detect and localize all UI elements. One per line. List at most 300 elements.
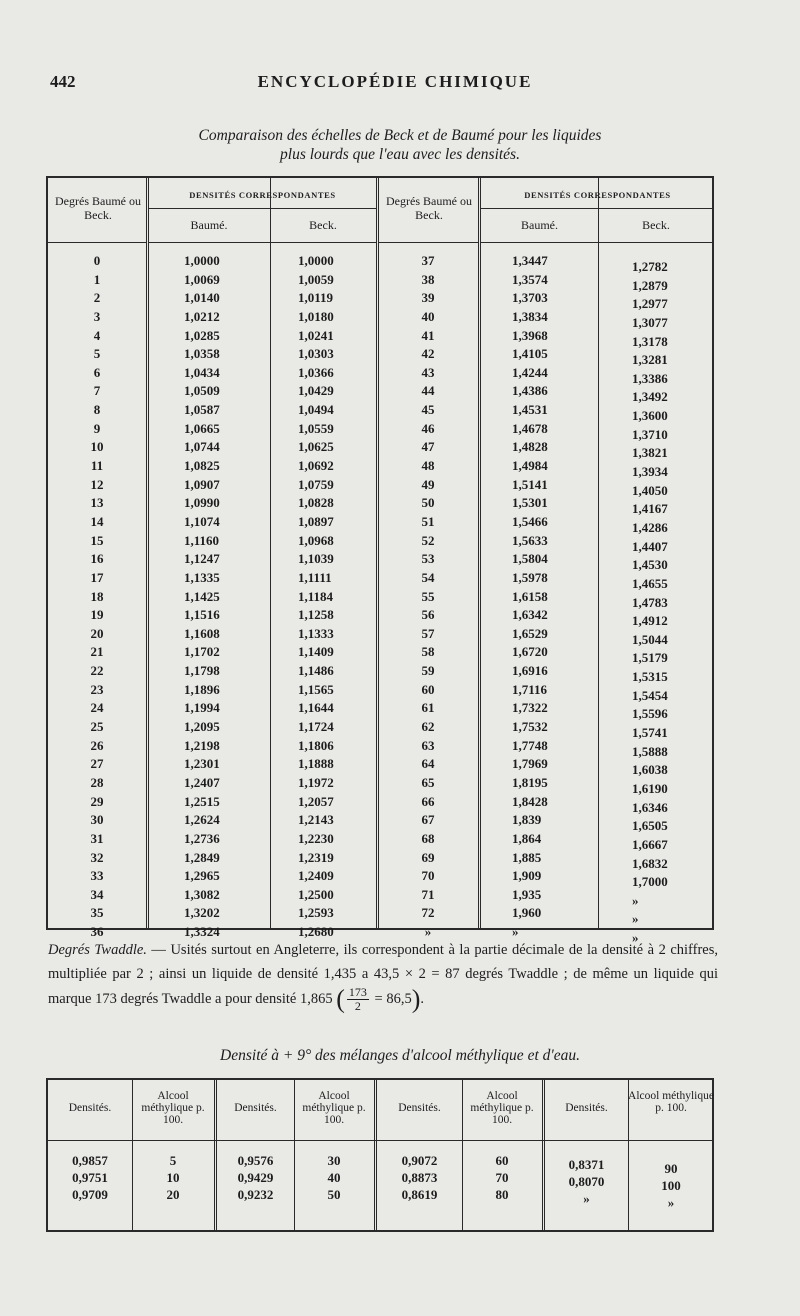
table-cell: 1,5179 [632, 650, 668, 666]
table-cell: 48 [421, 458, 435, 474]
table-cell: 1,7322 [512, 700, 548, 716]
table-cell: 1,3492 [632, 389, 668, 405]
table-cell: 55 [421, 588, 435, 604]
table-cell: 71 [421, 886, 435, 902]
table-cell: 1,2736 [184, 830, 220, 846]
table-cell: 1,1565 [298, 681, 334, 697]
table-cell: 3 [93, 308, 101, 324]
table-cell: 15 [90, 532, 104, 548]
table-cell: 1,4244 [512, 364, 548, 380]
table-cell: 1,0366 [298, 364, 334, 380]
table-cell: 1,6505 [632, 818, 668, 834]
table-cell: 37 [421, 253, 435, 268]
table-cell: 43 [421, 364, 435, 380]
table-cell: 7 [93, 383, 101, 399]
table-cell: 0,9709 [72, 1187, 108, 1202]
table-cell: 1,5466 [512, 513, 548, 529]
header-alcool: Alcool méthylique p. 100. [470, 1090, 534, 1126]
table-cell: 1,1184 [298, 588, 334, 604]
table-cell: 1,3574 [512, 271, 548, 287]
table-cell: 32 [90, 849, 104, 865]
column-divider [598, 178, 599, 928]
table-cell: 13 [90, 495, 104, 511]
table-cell: 5 [169, 1153, 177, 1168]
table-cell: » [512, 924, 519, 940]
table-cell: 5 [93, 346, 101, 362]
table-cell: 1,0180 [298, 308, 334, 324]
table-cell: 1,3600 [632, 408, 668, 424]
table-cell: 50 [421, 495, 435, 511]
table-cell: 70 [495, 1170, 509, 1185]
table-cell: 1,7969 [512, 756, 548, 772]
table-cell: 1,0241 [298, 327, 334, 343]
table-cell: 1,3386 [632, 370, 668, 386]
table-cell: 22 [90, 663, 104, 679]
table-cell: » [632, 930, 639, 946]
table-cell: 63 [421, 737, 435, 753]
table-cell: 31 [90, 830, 104, 846]
table-cell: » [424, 924, 432, 940]
table-cell: 6 [93, 364, 101, 380]
table-cell: 100 [661, 1178, 681, 1193]
table-cell: 66 [421, 793, 435, 809]
table-cell: 40 [421, 308, 435, 324]
table-cell: 1,0119 [298, 290, 334, 306]
table-cell: 35 [90, 905, 104, 921]
table-cell: 1,2319 [298, 849, 334, 865]
table-cell: 1,1486 [298, 663, 334, 679]
table-cell: 39 [421, 290, 435, 306]
table-cell: 1,5301 [512, 495, 548, 511]
table-cell: 8 [93, 402, 101, 418]
table-cell: 1,2624 [184, 812, 220, 828]
table-cell: 50 [327, 1187, 341, 1202]
table-cell: 1,0665 [184, 420, 220, 436]
header-alcool: Alcool méthylique p. 100. [141, 1090, 205, 1126]
table-cell: 0,8619 [401, 1187, 438, 1202]
table-cell: 1,0000 [184, 253, 220, 268]
table-cell: 1,0825 [184, 458, 220, 474]
table-cell: 1,3968 [512, 327, 548, 343]
table-cell: 36 [90, 924, 104, 940]
table-cell: 1,2849 [184, 849, 220, 865]
baume-column-right [512, 252, 598, 942]
table-cell: 1,0744 [184, 439, 220, 455]
densites-column [545, 1156, 628, 1207]
table-cell: 1,7116 [512, 681, 548, 697]
table-cell: 19 [90, 607, 104, 623]
header-rule [149, 242, 376, 243]
column-divider [478, 178, 481, 928]
table-cell: 44 [421, 383, 435, 399]
table-cell: 57 [421, 625, 435, 641]
caption-line: Comparaison des échelles de Beck et de Baumé pour les liquides [198, 127, 602, 144]
table-cell: 1,4531 [512, 402, 548, 418]
table-cell: 1,885 [512, 849, 542, 865]
table-cell: 34 [90, 886, 104, 902]
table-cell: 46 [421, 420, 435, 436]
table-cell: 1,2198 [184, 737, 220, 753]
table-cell: 1,4286 [632, 519, 668, 535]
table-cell: 62 [421, 719, 435, 735]
table-cell: 10 [90, 439, 104, 455]
baume-beck-table [46, 176, 714, 946]
table-cell: 1,935 [512, 886, 542, 902]
table-cell: 1,6529 [512, 625, 548, 641]
table-cell: 1,0587 [184, 402, 220, 418]
table-cell: 1,2782 [632, 259, 668, 274]
densites-column [217, 1152, 294, 1203]
table-cell: 0,9429 [237, 1170, 274, 1185]
table-cell: 1,2879 [632, 277, 668, 293]
table-cell: 1,2409 [298, 868, 334, 884]
table-cell: 1,3281 [632, 352, 668, 368]
table-cell: 1,0140 [184, 290, 220, 306]
table-cell: 1,1608 [184, 625, 220, 641]
table-cell: 80 [495, 1187, 509, 1202]
fraction-denominator: 2 [354, 999, 361, 1013]
table-cell: 1,1896 [184, 681, 220, 697]
table-cell: 1,0828 [298, 495, 334, 511]
table-cell: 1,6667 [632, 836, 668, 852]
beck-column-left [298, 252, 376, 942]
table-cell: 10 [166, 1170, 180, 1185]
table-cell: 52 [421, 532, 435, 548]
table-cell: 1,4655 [632, 575, 668, 591]
table-cell: 0,9857 [72, 1153, 108, 1168]
table-cell: 26 [90, 737, 104, 753]
header-densites: Densités. [68, 1102, 112, 1114]
table-cell: 0,9751 [72, 1170, 108, 1185]
table-cell: 1,4828 [512, 439, 548, 455]
table-cell: 0,8070 [568, 1174, 605, 1189]
table-cell: 1,7000 [632, 874, 668, 890]
table-cell: 23 [90, 681, 104, 697]
table-cell: 1,1160 [184, 532, 220, 548]
table-cell: 1,5454 [632, 687, 668, 703]
table-cell: 1,3821 [632, 445, 668, 461]
paragraph-end: . [420, 990, 425, 1007]
table-cell: » [632, 892, 639, 908]
header-densites: Densités. [234, 1102, 277, 1114]
table-cell: 90 [664, 1161, 678, 1176]
table-cell: 1,4105 [512, 346, 548, 362]
table-cell: 1,4167 [632, 501, 668, 517]
table-cell: 56 [421, 607, 435, 623]
table-cell: 17 [90, 569, 104, 585]
header-alcool: Alcool méthylique p. 100. [302, 1090, 366, 1126]
alcool-column [462, 1152, 542, 1203]
table-cell: 1,960 [512, 905, 542, 921]
header-rule [48, 1140, 712, 1141]
column-divider [146, 178, 149, 928]
table-cell: 47 [421, 439, 435, 455]
table-cell: 18 [90, 588, 104, 604]
table-cell: 1,2500 [298, 886, 334, 902]
table-cell: 1,7748 [512, 737, 548, 753]
table-cell: 1,8428 [512, 793, 548, 809]
table-cell: 1,0212 [184, 308, 220, 324]
degrees-column-left [48, 252, 146, 942]
table-cell: 27 [90, 756, 104, 772]
table-cell: 60 [495, 1153, 509, 1168]
table-cell: 72 [421, 905, 435, 921]
table-cell: 1,0494 [298, 402, 334, 418]
table-cell: 1,3324 [184, 924, 220, 940]
table-cell: 29 [90, 793, 104, 809]
table-cell: 1,0968 [298, 532, 334, 548]
table-cell: 1,0692 [298, 458, 334, 474]
caption-line: Densité à + 9° des mélanges d'alcool méthylique et d'eau. [220, 1047, 580, 1064]
table-cell: 1,2407 [184, 774, 220, 790]
table-cell: 1,1258 [298, 607, 334, 623]
header-rule [48, 242, 146, 243]
table-cell: 1 [93, 271, 101, 287]
header-beck-right: Beck. [642, 218, 670, 232]
beck-column-right [632, 258, 712, 948]
table-cell: 14 [90, 513, 104, 529]
table-cell: 59 [421, 663, 435, 679]
header-rule [379, 242, 478, 243]
table-cell: 51 [421, 513, 435, 529]
header-densites-left: DENSITÉS CORRESPONDANTES [189, 190, 336, 200]
table-cell: 1,1702 [184, 644, 220, 660]
running-title: ENCYCLOPÉDIE CHIMIQUE [257, 72, 533, 91]
table-cell: 1,3077 [632, 314, 668, 330]
table-cell: 1,2965 [184, 868, 220, 884]
header-rule [481, 208, 714, 209]
fraction-result: = 86,5 [370, 990, 412, 1007]
table-cell: 1,1806 [298, 737, 334, 753]
table-cell: 54 [421, 569, 435, 585]
table-cell: 1,2593 [298, 905, 334, 921]
table-cell: 1,4386 [512, 383, 548, 399]
table-cell: 1,909 [512, 868, 542, 884]
table-cell: 1,2977 [632, 296, 668, 312]
table-cell: 4 [93, 327, 101, 343]
table-cell: 1,0759 [298, 476, 334, 492]
table-cell: 1,0509 [184, 383, 220, 399]
table-cell: 1,0625 [298, 439, 334, 455]
table-cell: 1,0000 [298, 253, 334, 268]
table-cell: 1,2143 [298, 812, 334, 828]
table-cell: 1,1335 [184, 569, 220, 585]
table-cell: 1,0358 [184, 346, 220, 362]
table-cell: 1,6720 [512, 644, 548, 660]
table-cell: 1,2057 [298, 793, 334, 809]
table1-caption [100, 126, 700, 164]
table-cell: 1,2680 [298, 924, 334, 940]
degrees-column-right [378, 252, 478, 942]
table-cell: 69 [421, 849, 435, 865]
table-cell: 1,6158 [512, 588, 548, 604]
caption-line: plus lourds que l'eau avec les densités. [280, 146, 520, 163]
table-cell: 1,4407 [632, 538, 668, 554]
table-cell: 1,6342 [512, 607, 548, 623]
table-cell: 1,2095 [184, 719, 220, 735]
fraction-numerator: 173 [348, 985, 367, 999]
table-cell: 30 [90, 812, 104, 828]
table-cell: 20 [166, 1187, 180, 1202]
page-number: 442 [50, 72, 76, 91]
table-cell: 1,0434 [184, 364, 220, 380]
table-cell: 1,2301 [184, 756, 220, 772]
table-cell: 1,3082 [184, 886, 220, 902]
table-cell: 1,6346 [632, 799, 668, 815]
table-cell: 1,1409 [298, 644, 334, 660]
table-cell: 1,5978 [512, 569, 548, 585]
header-degrees-left: Degrés Baumé ou Beck. [55, 194, 141, 222]
header-alcool: Alcool méthylique p. 100. [628, 1090, 714, 1114]
table-cell: 16 [90, 551, 104, 567]
table-cell: 2 [93, 290, 101, 306]
baume-column-left [184, 252, 270, 942]
header-degrees-right: Degrés Baumé ou Beck. [386, 194, 472, 222]
table-cell: 40 [327, 1170, 341, 1185]
table-cell: 1,5141 [512, 476, 548, 492]
table-cell: 1,3834 [512, 308, 548, 324]
table-cell: 1,0897 [298, 513, 334, 529]
table-cell: 1,3703 [512, 290, 548, 306]
table-cell: 67 [421, 812, 435, 828]
table-cell: 1,4912 [632, 613, 668, 629]
table-cell: 1,3934 [632, 464, 668, 480]
table-cell: 1,2515 [184, 793, 220, 809]
table-cell: 1,0559 [298, 420, 334, 436]
table-cell: 60 [421, 681, 435, 697]
table-cell: 0,9232 [237, 1187, 274, 1202]
table-cell: 9 [93, 420, 101, 436]
table-cell: 49 [421, 476, 435, 492]
table-cell: 1,0303 [298, 346, 334, 362]
table-cell: 41 [421, 327, 435, 343]
table-cell: 1,1039 [298, 551, 334, 567]
table-cell: 68 [421, 830, 435, 846]
methyl-alcohol-table [46, 1078, 714, 1232]
table-cell: 1,0429 [298, 383, 334, 399]
table-cell: 0,9576 [237, 1153, 274, 1168]
table-cell: 1,5888 [632, 743, 668, 759]
fraction [347, 986, 369, 1013]
table-cell: 70 [421, 868, 435, 884]
header-densites: Densités. [565, 1102, 608, 1114]
table-cell: 1,0285 [184, 327, 220, 343]
table-cell: 1,3710 [632, 426, 668, 442]
table-cell: 1,1972 [298, 774, 334, 790]
table-cell: 1,4783 [632, 594, 668, 610]
header-baume-left: Baumé. [190, 218, 228, 232]
table-cell: 0,8371 [568, 1157, 605, 1172]
table2-caption [100, 1046, 700, 1065]
table-cell: 28 [90, 774, 104, 790]
table-cell: 0 [93, 253, 101, 268]
alcool-column [132, 1152, 214, 1203]
table-cell: 1,5633 [512, 532, 548, 548]
table-cell: 12 [90, 476, 104, 492]
table-cell: 1,5044 [632, 631, 668, 647]
table-cell: 53 [421, 551, 435, 567]
densites-column [377, 1152, 462, 1203]
table-cell: 38 [421, 271, 435, 287]
table-cell: 11 [90, 458, 104, 474]
header-densites-right: DENSITÉS CORRESPONDANTES [524, 190, 671, 200]
table-cell: 1,0990 [184, 495, 220, 511]
table-cell: 42 [421, 346, 435, 362]
header-rule [149, 208, 376, 209]
table-cell: 1,1333 [298, 625, 334, 641]
table-cell: 1,4678 [512, 420, 548, 436]
table-cell: 33 [90, 868, 104, 884]
table-cell: 1,1798 [184, 663, 220, 679]
table-cell: 45 [421, 402, 435, 418]
table-cell: 1,0907 [184, 476, 220, 492]
table-cell: 24 [90, 700, 104, 716]
table-cell: 1,5596 [632, 706, 668, 722]
table-cell: 1,3447 [512, 253, 548, 268]
header-beck-left: Beck. [309, 218, 337, 232]
alcool-column [294, 1152, 374, 1203]
table-cell: 0,8873 [401, 1170, 438, 1185]
table-cell: 1,5741 [632, 725, 668, 741]
table-cell: 1,7532 [512, 719, 548, 735]
table-cell: 30 [327, 1153, 341, 1168]
table-cell: 1,1111 [298, 569, 332, 585]
table-cell: » [583, 1191, 590, 1206]
table-cell: 1,4984 [512, 458, 548, 474]
table-cell: 1,6916 [512, 663, 548, 679]
table-cell: 1,6832 [632, 855, 668, 871]
table-cell: 1,5804 [512, 551, 548, 567]
table-cell: 1,1247 [184, 551, 220, 567]
table-cell: 1,6190 [632, 780, 668, 796]
paragraph-text: — Usités surtout en Angleterre, ils correspondent à la partie décimale de la densité à 2 chiffres, multipliée par 2 ; ainsi un liquide de densité 1,435 a 43,5 × 2 = 87 degrés Twaddle ; de même un liquide qui marque 173 degrés Twaddle a pour densité 1,865 [48, 942, 718, 1007]
table-cell: 1,4050 [632, 482, 668, 498]
table-cell: 1,3178 [632, 333, 668, 349]
table-cell: 1,839 [512, 812, 542, 828]
table-cell: 64 [421, 756, 435, 772]
table-cell: 1,1994 [184, 700, 220, 716]
table-cell: 20 [90, 625, 104, 641]
table-cell: 1,5315 [632, 669, 668, 685]
table-cell: 25 [90, 719, 104, 735]
table-cell: 1,1888 [298, 756, 334, 772]
table-cell: 1,0069 [184, 271, 220, 287]
header-rule [481, 242, 714, 243]
running-head [50, 72, 740, 96]
table-cell: 1,1516 [184, 607, 220, 623]
table-cell: 1,4530 [632, 557, 668, 573]
twaddle-paragraph: Degrés Twaddle. — Usités surtout en Angleterre, ils correspondent à la partie décimale de la densité à 2 chiffres, multipliée par 2 ; ainsi un liquide de densité 1,435 a 43,5 × 2 = 87 degrés Twaddle ; de même un liquide qui marque 173 degrés Twaddle a pour densité 1,865 ( $\frac{173}{2}$ = 86,5). [48, 942, 718, 1014]
densites-column [48, 1152, 132, 1203]
table-cell: » [632, 911, 639, 927]
table-cell: 1,1425 [184, 588, 220, 604]
table-cell: 61 [421, 700, 435, 716]
table-cell: 0,9072 [401, 1153, 438, 1168]
column-divider [270, 178, 271, 928]
table-cell: 1,8195 [512, 774, 548, 790]
header-baume-right: Baumé. [521, 218, 558, 232]
header-densites: Densités. [398, 1102, 441, 1114]
table-cell: 1,0059 [298, 271, 334, 287]
table-cell: 1,1644 [298, 700, 334, 716]
paragraph-lead: Degrés Twaddle. [48, 942, 147, 958]
table-cell: » [667, 1195, 675, 1210]
table-cell: 1,6038 [632, 762, 668, 778]
table-cell: 58 [421, 644, 435, 660]
table-cell: 1,2230 [298, 830, 334, 846]
alcool-column [628, 1160, 714, 1211]
table-cell: 21 [90, 644, 104, 660]
